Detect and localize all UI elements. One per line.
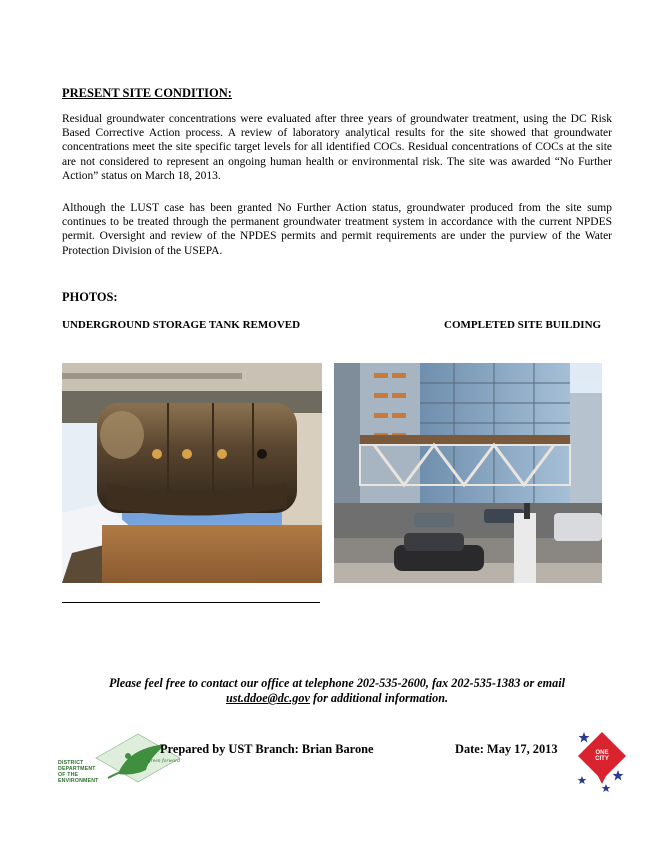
email-link[interactable]: ust.ddoe@dc.gov bbox=[225, 691, 310, 705]
photos-heading: PHOTOS: bbox=[62, 290, 118, 304]
one-city-text: ONE CITY bbox=[595, 750, 609, 762]
logo-line-3: OF THE bbox=[58, 772, 79, 778]
tank-photo bbox=[62, 363, 322, 583]
footer-date: Date: May 17, 2013 bbox=[455, 742, 558, 756]
contact-line-1: Please feel free to contact our office at telephone 202-535-2600, fax 202-535-1383 or email bbox=[108, 676, 566, 690]
caption-tank-removed: UNDERGROUND STORAGE TANK REMOVED bbox=[62, 319, 301, 331]
logo-line-1: DISTRICT bbox=[58, 760, 84, 766]
ddoe-logo bbox=[58, 730, 188, 792]
contact-line-2-suffix: for additional information. bbox=[309, 691, 449, 705]
logo-line-4: ENVIRONMENT bbox=[58, 778, 99, 784]
building-photo bbox=[334, 363, 602, 583]
section-heading: PRESENT SITE CONDITION: bbox=[62, 86, 232, 100]
contact-info bbox=[62, 676, 612, 706]
caption-site-building: COMPLETED SITE BUILDING bbox=[444, 319, 602, 331]
logo-line-2: DEPARTMENT bbox=[58, 766, 96, 772]
logo-tagline: green forward bbox=[148, 758, 181, 764]
one-city-logo bbox=[576, 730, 628, 792]
paragraph-npdes: Although the LUST case has been granted No Further Action status, groundwater produced from the site sump continues to be treated through the permanent groundwater treatment system in accordance with the current NPDES permit. Oversight and review of the NPDES permits and permit requirements are under the purview of the Water Protection Division of the USEPA. bbox=[62, 202, 612, 257]
prepared-by: Prepared by UST Branch: Brian Barone bbox=[160, 742, 374, 756]
paragraph-site-condition: Residual groundwater concentrations were evaluated after three years of groundwater treatment, using the DC Risk Based Corrective Action process. A review of laboratory analytical results for the site showed that groundwater concentrations meet the site specific target levels for all identified COCs. Residual concentrations of COCs at the site are not considered to represent an ongoing human health or environmental risk. The site was awarded “No Further Action” status on March 18, 2013. bbox=[62, 113, 612, 182]
signature-line bbox=[62, 602, 320, 603]
contact-line-2 bbox=[62, 691, 612, 706]
